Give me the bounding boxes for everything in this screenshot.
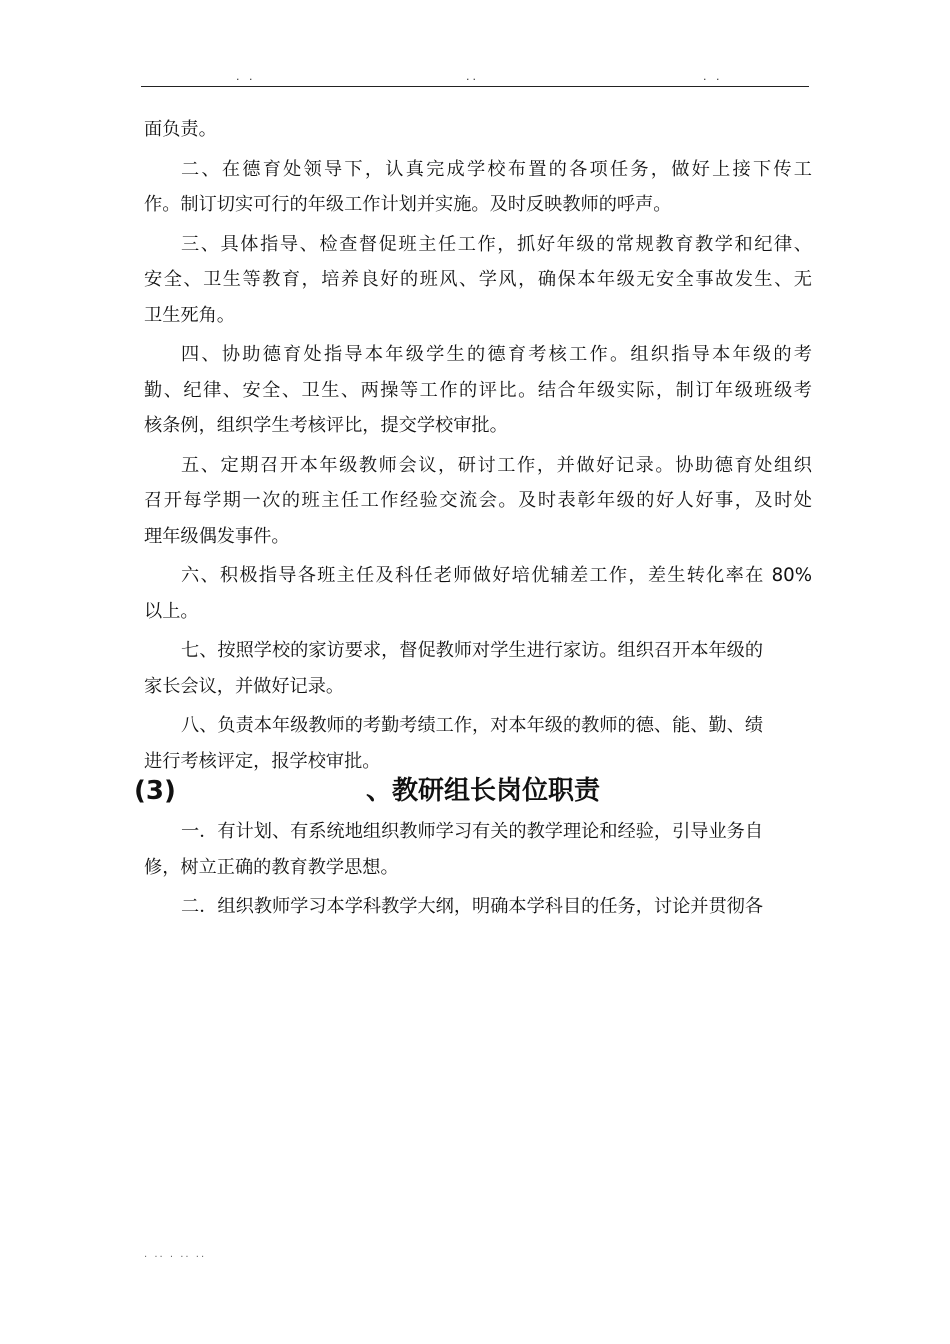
section-heading xyxy=(134,772,814,810)
paragraph-line: 七、按照学校的家访要求，督促教师对学生进行家访。组织召开本年级的 xyxy=(181,640,764,661)
paragraph-line: 六、积极指导各班主任及科任老师做好培优辅差工作，差生转化率在 80% xyxy=(181,565,812,586)
paragraph-line: 四、协助德育处指导本年级学生的德育考核工作。组织指导本年级的考 xyxy=(181,344,812,365)
paragraph-line: 五、定期召开本年级教师会议，研讨工作，并做好记录。协助德育处组织 xyxy=(181,454,812,476)
paragraph-line: 修，树立正确的教育教学思想。 xyxy=(144,856,399,878)
section-number: (3) xyxy=(134,776,176,806)
paragraph-line: 二、在德育处领导下，认真完成学校布置的各项任务，做好上接下传工 xyxy=(181,158,812,180)
paragraph-line: 核条例，组织学生考核评比，提交学校审批。 xyxy=(144,415,508,436)
paragraph-line: 勤、纪律、安全、卫生、两操等工作的评比。结合年级实际，制订年级班级考 xyxy=(144,379,812,401)
header-dots-center: .. xyxy=(466,70,479,83)
paragraph-line: 家长会议，并做好记录。 xyxy=(144,675,345,697)
paragraph-line: 一．有计划、有系统地组织教师学习有关的教学理论和经验，引导业务自 xyxy=(181,821,764,842)
paragraph-line: 八、负责本年级教师的考勤考绩工作，对本年级的教师的德、能、勤、绩 xyxy=(181,715,764,736)
section-title: 、教研组长岗位职责 xyxy=(366,776,601,806)
paragraph-line: 二．组织教师学习本学科教学大纲，明确本学科目的任务，讨论并贯彻各 xyxy=(181,896,764,917)
paragraph-line: 卫生死角。 xyxy=(144,304,235,326)
header-rule xyxy=(141,86,809,87)
paragraph-line: 以上。 xyxy=(144,600,199,622)
paragraph-line: 理年级偶发事件。 xyxy=(144,525,290,547)
section-body xyxy=(144,814,812,925)
paragraph-line: 三、具体指导、检查督促班主任工作，抓好年级的常规教育教学和纪律、 xyxy=(181,233,812,255)
document-body xyxy=(144,112,812,779)
header-dots-left: . . xyxy=(236,70,256,83)
header-dots-right: . . xyxy=(703,70,723,83)
paragraph-line: 进行考核评定，报学校审批。 xyxy=(144,750,381,772)
paragraph-line: 召开每学期一次的班主任工作经验交流会。及时表彰年级的好人好事，及时处 xyxy=(144,490,812,511)
paragraph-line: 面负责。 xyxy=(144,119,217,140)
paragraph-line: 安全、卫生等教育，培养良好的班风、学风，确保本年级无安全事故发生、无 xyxy=(144,269,812,290)
footer-mark: · ·· · ·· ·· xyxy=(144,1252,207,1263)
paragraph-line: 作。制订切实可行的年级工作计划并实施。及时反映教师的呼声。 xyxy=(144,194,672,215)
